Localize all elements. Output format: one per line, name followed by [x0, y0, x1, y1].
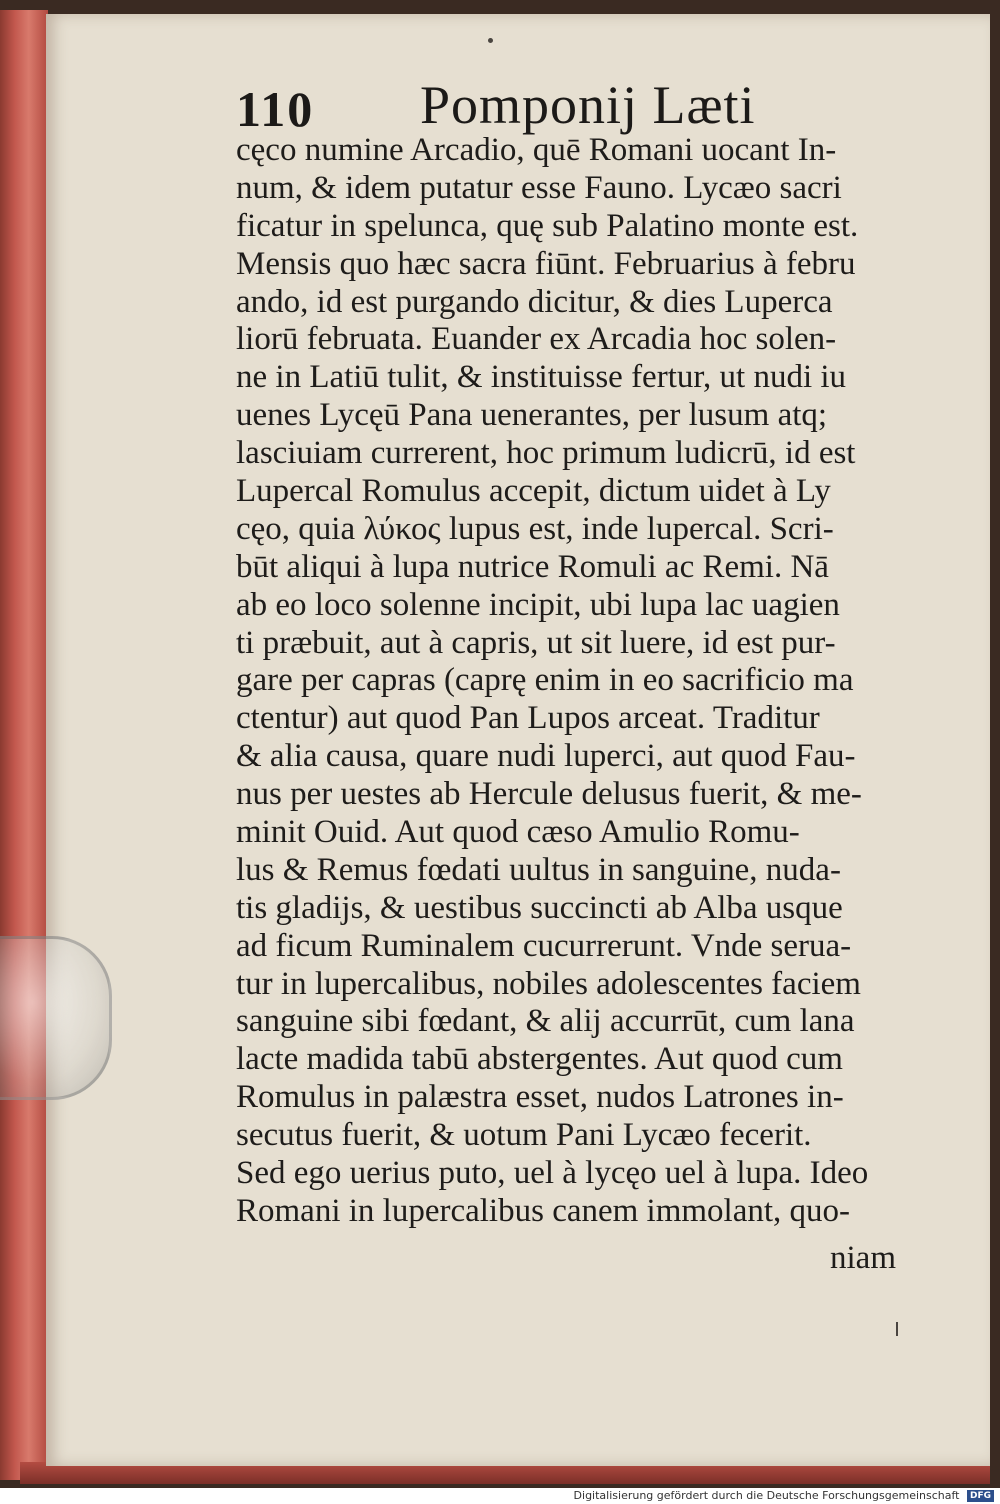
text-line: ad ficum Ruminalem cucurrerunt. Vnde serua-	[236, 927, 852, 964]
text-line: cęco numine Arcadio, quē Romani uocant In-	[236, 132, 837, 168]
paper-speck	[488, 38, 493, 43]
text-line: Romulus in palæstra esset, nudos Latrones in-	[236, 1079, 844, 1116]
text-line: cęo, quia λύκος lupus est, inde lupercal. Scri-	[236, 510, 834, 547]
text-line: lus & Remus fœdati uultus in sanguine, nuda-	[236, 851, 841, 888]
text-line: būt aliqui à lupa nutrice Romuli ac Remi. Nā	[236, 548, 829, 585]
text-line: ctentur) aut quod Pan Lupos arceat. Traditur	[236, 700, 820, 737]
text-line: Sed ego uerius puto, uel à lycęo uel à lupa. Ideo	[236, 1155, 869, 1192]
book-edge-left	[0, 10, 48, 1480]
page-number: 110	[236, 81, 315, 137]
catchword: niam	[830, 1240, 896, 1276]
text-line: nus per uestes ab Hercule delusus fuerit, & me-	[236, 776, 862, 813]
text-line: lacte madida tabū abstergentes. Aut quod cum	[236, 1041, 843, 1078]
text-line: minit Ouid. Aut quod cæso Amulio Romu-	[236, 814, 800, 851]
text-line: ne in Latiū tulit, & instituisse fertur, ut nudi iu	[236, 359, 847, 396]
text-line: tur in lupercalibus, nobiles adolescentes faciem	[236, 965, 861, 1002]
text-line: uenes Lycęū Pana uenerantes, per lusum atq;	[236, 397, 828, 434]
text-line: lasciuiam currerent, hoc primum ludicrū, id est	[236, 435, 856, 472]
text-line: ab eo loco solenne incipit, ubi lupa lac uagien	[236, 586, 840, 623]
text-line: Lupercal Romulus accepit, dictum uidet à Ly	[236, 473, 831, 510]
dfg-logo: DFG	[967, 1490, 994, 1502]
glass-clip	[0, 936, 112, 1100]
digitization-credit	[574, 1488, 994, 1504]
text-line: num, & idem putatur esse Fauno. Lycæo sacri	[236, 169, 842, 206]
text-line: ti præbuit, aut à capris, ut sit luere, id est pur-	[236, 624, 836, 661]
text-line: sanguine sibi fœdant, & alij accurrūt, cum lana	[236, 1003, 855, 1040]
text-line: Romani in lupercalibus canem immolant, quo-	[236, 1192, 851, 1229]
text-line: & alia causa, quare nudi luperci, aut quod Fau-	[236, 738, 856, 775]
text-line: gare per capras (caprę enim in eo sacrificio ma	[236, 662, 854, 699]
text-line: liorū februata. Euander ex Arcadia hoc solen-	[236, 321, 837, 358]
body-text	[236, 132, 908, 1231]
text-line: Mensis quo hæc sacra fiūnt. Februarius à febru	[236, 245, 856, 282]
paper-mark	[896, 1322, 898, 1336]
text-line: tis gladijs, & uestibus succincti ab Alba usque	[236, 889, 843, 926]
text-line: ficatur in spelunca, quę sub Palatino monte est.	[236, 207, 859, 244]
credit-text: Digitalisierung gefördert durch die Deutsche Forschungsgemeinschaft	[573, 1489, 960, 1502]
text-line: secutus fuerit, & uotum Pani Lycæo fecerit.	[236, 1117, 812, 1154]
text-line: ando, id est purgando dicitur, & dies Luperca	[236, 283, 833, 320]
running-head: Pomponij Læti	[420, 75, 756, 135]
